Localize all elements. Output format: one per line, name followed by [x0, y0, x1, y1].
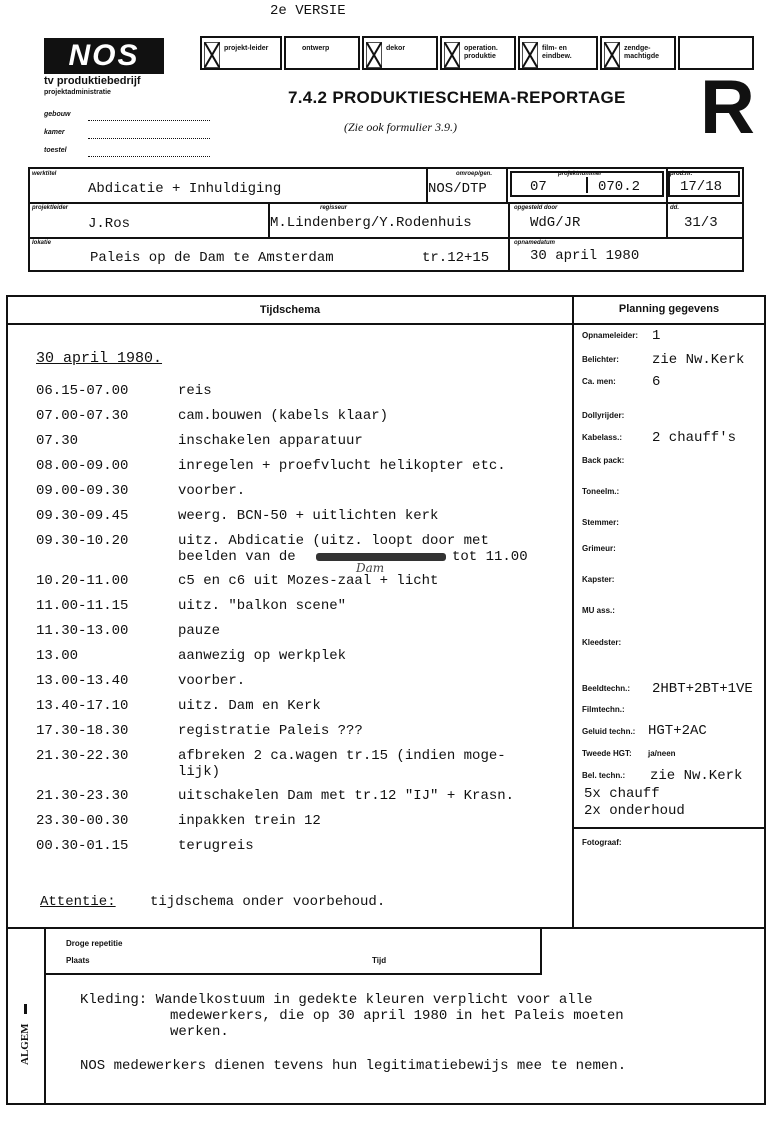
planning-label: Toneelm.: — [582, 487, 620, 496]
planning-label: Filmtechn.: — [582, 705, 625, 714]
locatie-value: Paleis op de Dam te Amsterdam — [90, 250, 334, 266]
page-subtitle: (Zie ook formulier 3.9.) — [344, 120, 457, 134]
row-activity: terugreis — [178, 838, 254, 854]
projectnummer-a: 07 — [530, 179, 547, 195]
row-time: 13.00-13.40 — [36, 673, 129, 689]
row-activity: voorber. — [178, 673, 246, 689]
row-activity: inpakken trein 12 — [178, 813, 321, 829]
schedule-header: Tijdschema — [259, 304, 321, 316]
opnamedatum-value: 30 april 1980 — [530, 248, 640, 264]
planning-header: Planning gegevens — [618, 303, 720, 315]
row-activity: reis — [178, 383, 212, 399]
werktitel-label: werktitel — [32, 171, 57, 177]
form-letter: R — [700, 65, 755, 150]
planning-extra: 2x onderhoud — [584, 803, 685, 819]
row-activity: voorber. — [178, 483, 246, 499]
projectnummer-label: projektnummer — [558, 171, 602, 177]
planning-value: 6 — [652, 374, 661, 390]
divider — [508, 237, 510, 272]
side-label: ALGEM — [19, 1023, 31, 1065]
step-dekor[interactable] — [362, 36, 438, 70]
tijd-label: Tijd — [372, 956, 387, 965]
row-activity-continued: lijk) — [178, 764, 221, 780]
row-time: 09.30-09.45 — [36, 508, 129, 524]
row-activity-continued: beelden van de — [178, 549, 296, 565]
field-toestel-label: toestel — [44, 147, 67, 154]
version-label: 2e VERSIE — [270, 3, 346, 19]
attention-text: tijdschema onder voorbehoud. — [150, 894, 386, 910]
omroep-value: NOS/DTP — [428, 181, 487, 197]
planning-label: Ca. men: — [582, 377, 616, 386]
check-cross-icon — [204, 42, 220, 68]
projektleider-label: projektleider — [32, 205, 69, 211]
step-label: zendge-machtigde — [624, 45, 660, 60]
nos-logo: NOS — [44, 38, 164, 74]
field-kamer-label: kamer — [44, 129, 65, 136]
kleding-line-3: werken. — [170, 1024, 229, 1040]
row-activity: afbreken 2 ca.wagen tr.15 (indien moge- — [178, 748, 506, 764]
planning-value: HGT+2AC — [648, 723, 707, 739]
row-time: 00.30-01.15 — [36, 838, 129, 854]
row-activity: uitz. "balkon scene" — [178, 598, 347, 614]
row-time: 07.00-07.30 — [36, 408, 129, 424]
planning-label: Kapster: — [582, 575, 615, 584]
row-time: 09.00-09.30 — [36, 483, 129, 499]
datum-label: dd. — [670, 205, 679, 211]
step-operation-produktie[interactable] — [440, 36, 516, 70]
produktieweek-label: prod.nr. — [670, 171, 693, 177]
row-activity-continued: tot 11.00 — [452, 549, 528, 565]
row-activity: uitz. Abdicatie (uitz. loopt door met — [178, 533, 489, 549]
check-cross-icon — [444, 42, 460, 68]
row-activity: uitschakelen Dam met tr.12 "IJ" + Krasn. — [178, 788, 515, 804]
step-ontwerp[interactable] — [284, 36, 360, 70]
planning-label: Dollyrijder: — [582, 411, 625, 420]
step-label: ontwerp — [302, 45, 330, 52]
step-zendgemachtigde[interactable] — [600, 36, 676, 70]
divider — [30, 237, 742, 239]
regisseur-label: regisseur — [320, 205, 348, 211]
planning-label: Grimeur: — [582, 544, 616, 553]
schedule-date: 30 april 1980. — [36, 350, 163, 367]
side-mark — [24, 1004, 27, 1014]
kleding-line-2: medewerkers, die op 30 april 1980 in het Paleis moeten — [170, 1008, 624, 1024]
step-label: operation. produktie — [464, 45, 498, 60]
divider — [572, 827, 764, 829]
row-activity: aanwezig op werkplek — [178, 648, 347, 664]
row-activity: c5 en c6 uit Mozes-zaal + licht — [178, 573, 439, 589]
row-activity: weerg. BCN-50 + uitlichten kerk — [178, 508, 439, 524]
planning-label: Geluid techn.: — [582, 727, 636, 736]
planning-value: zie Nw.Kerk — [650, 768, 743, 784]
planning-label: Bel. techn.: — [582, 771, 626, 780]
attention-label: Attentie: — [40, 894, 116, 910]
row-time: 10.20-11.00 — [36, 573, 129, 589]
step-film-eindbew[interactable] — [518, 36, 598, 70]
divider — [508, 202, 510, 237]
row-activity: inregelen + proefvlucht helikopter etc. — [178, 458, 506, 474]
check-cross-icon — [366, 42, 382, 68]
divider — [8, 323, 764, 325]
opnamedatum-label: opnamedatum — [514, 240, 556, 246]
row-time: 09.30-10.20 — [36, 533, 129, 549]
row-time: 17.30-18.30 — [36, 723, 129, 739]
row-time: 13.00 — [36, 648, 79, 664]
row-activity: cam.bouwen (kabels klaar) — [178, 408, 389, 424]
opgesteld-value: WdG/JR — [530, 215, 581, 231]
row-time: 06.15-07.00 — [36, 383, 129, 399]
planning-label: Tweede HGT: — [582, 749, 632, 758]
projektleider-value: J.Ros — [88, 216, 131, 232]
planning-label: MU ass.: — [582, 606, 615, 615]
omroep-label: omroep/gen. — [456, 171, 493, 177]
planning-label: Beeldtechn.: — [582, 684, 631, 693]
field-toestel-line — [88, 155, 210, 157]
planning-value: 2 chauff's — [652, 430, 737, 446]
planning-value: zie Nw.Kerk — [652, 352, 745, 368]
planning-extra: 5x chauff — [584, 786, 660, 802]
check-cross-icon — [522, 42, 538, 68]
step-label: film- en eindbew. — [542, 45, 572, 60]
field-gebouw-label: gebouw — [44, 111, 71, 118]
row-activity: inschakelen apparatuur — [178, 433, 363, 449]
produktieweek-value: 17/18 — [680, 179, 723, 195]
kleding-line-1: Kleding: Wandelkostuum in gedekte kleuren verplicht voor alle — [80, 992, 593, 1008]
projectnummer-b: 070.2 — [598, 179, 641, 195]
trein-value: tr.12+15 — [422, 250, 490, 266]
row-time: 07.30 — [36, 433, 79, 449]
step-label: dekor — [386, 45, 406, 52]
planning-label: Belichter: — [582, 355, 619, 364]
row-time: 21.30-23.30 — [36, 788, 129, 804]
row-activity: uitz. Dam en Kerk — [178, 698, 321, 714]
planning-value: 2HBT+2BT+1VE — [652, 681, 753, 697]
planning-label: Kabelass.: — [582, 433, 623, 442]
planning-label: Back pack: — [582, 456, 625, 465]
department-name: projektadministratie — [44, 89, 111, 96]
planning-label: Kleedster: — [582, 638, 622, 647]
nos-note: NOS medewerkers dienen tevens hun legitimatiebewijs mee te nemen. — [80, 1058, 627, 1074]
row-time: 08.00-09.00 — [36, 458, 129, 474]
field-gebouw-line — [88, 119, 210, 121]
planning-label: Opnameleider: — [582, 331, 639, 340]
row-activity: registratie Paleis ??? — [178, 723, 363, 739]
repetitie-box — [46, 927, 542, 975]
side-column — [6, 927, 46, 1105]
step-label: projekt-leider — [224, 45, 269, 52]
projectnummer-divider — [586, 177, 588, 193]
divider — [30, 202, 742, 204]
row-time: 13.40-17.10 — [36, 698, 129, 714]
project-info-box — [28, 167, 744, 272]
check-cross-icon — [604, 42, 620, 68]
droge-repetitie-label: Droge repetitie — [66, 939, 123, 948]
fotograaf-label: Fotograaf: — [582, 838, 622, 847]
planning-value: ja/neen — [648, 749, 676, 758]
locatie-label: lokatie — [32, 240, 52, 246]
handwritten-note: Dam — [356, 561, 385, 575]
divider — [572, 297, 574, 927]
row-time: 11.30-13.00 — [36, 623, 129, 639]
step-projektleider[interactable] — [200, 36, 282, 70]
row-time: 23.30-00.30 — [36, 813, 129, 829]
page-title: 7.4.2 PRODUKTIESCHEMA-REPORTAGE — [288, 88, 626, 107]
row-time: 11.00-11.15 — [36, 598, 129, 614]
planning-value: 1 — [652, 328, 661, 344]
werktitel-value: Abdicatie + Inhuldiging — [88, 181, 282, 197]
divider — [666, 202, 668, 237]
regisseur-value: M.Lindenberg/Y.Rodenhuis — [270, 215, 472, 231]
field-kamer-line — [88, 137, 210, 139]
planning-label: Stemmer: — [582, 518, 619, 527]
opgesteld-label: opgesteld door — [514, 205, 558, 211]
plaats-label: Plaats — [66, 956, 90, 965]
divider — [506, 169, 508, 202]
datum-value: 31/3 — [684, 215, 718, 231]
row-time: 21.30-22.30 — [36, 748, 129, 764]
company-name: tv produktiebedrijf — [44, 75, 141, 87]
strikethrough-mark — [316, 553, 446, 561]
row-activity: pauze — [178, 623, 221, 639]
